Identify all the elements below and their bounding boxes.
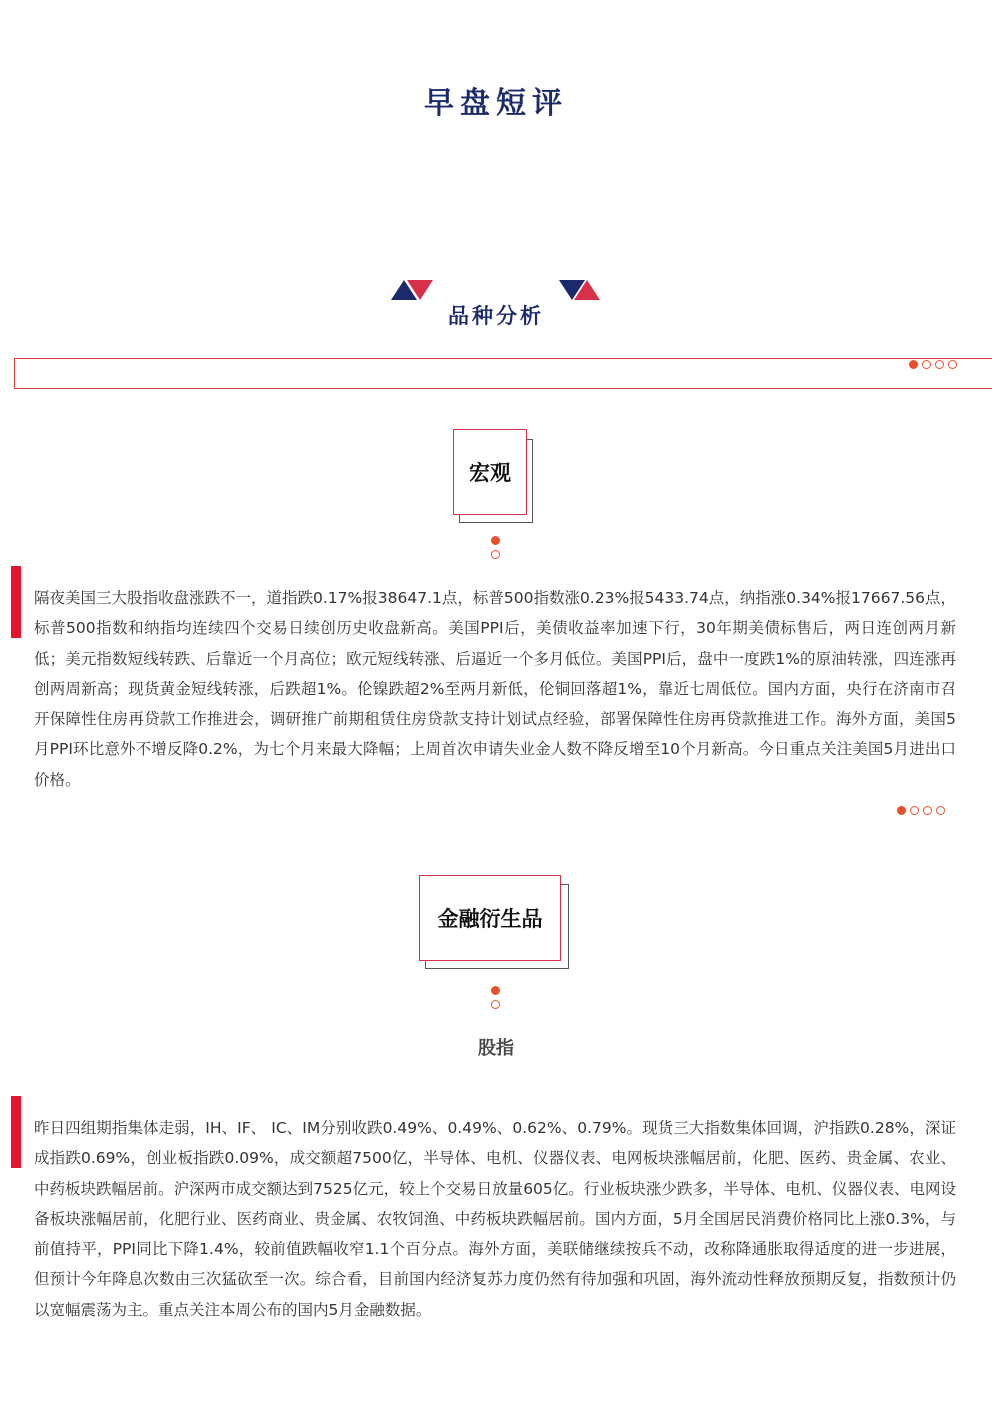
derivatives-heading: 金融衍生品 (419, 875, 561, 961)
macro-heading: 宏观 (453, 429, 527, 515)
macro-paragraph: 隔夜美国三大股指收盘涨跌不一，道指跌0.17%报38647.1点，标普500指数涨0.23%报5433.74点，纳指涨0.34%报17667.56点，标普500指数和纳指均连续四个交易日续创历史收盘新高。美国PPI后，美债收益率加速下行，30年期美债标售后，两日连创两月新低；美元指数短线转跌、后靠近一个月高位；欧元短线转涨、后逼近一个多月低位。美国PPI后，盘中一度跌1%的原油转涨，四连涨再创两周新高；现货黄金短线转涨，后跌超1%。伦镍跌超2%至两月新低，伦铜回落超1%，靠近七周低位。国内方面，央行在济南市召开保障性住房再贷款工作推进会，调研推广前期租赁住房贷款支持计划试点经验，部署保障性住房再贷款推进工作。海外方面，美国5月PPI环比意外不增反降0.2%，为七个月来最大降幅；上周首次申请失业金人数不降反增至10个月新高。今日重点关注美国5月进出口价格。 (34, 589, 956, 789)
banner-divider-bar (14, 358, 992, 389)
section-banner-title: 品种分析 (448, 304, 544, 328)
stock-index-side-mark (11, 1096, 21, 1168)
stock-index-paragraph: 昨日四组期指集体走弱，IH、IF、 IC、IM分别收跌0.49%、0.49%、0.62%、0.79%。现货三大指数集体回调，沪指跌0.28%，深证成指跌0.69%，创业板指跌0.09%，成交额超7500亿，半导体、电机、仪器仪表、电网板块涨幅居前，化肥、医药、贵金属、农业、中药板块跌幅居前。沪深两市成交额达到7525亿元，较上个交易日放量605亿。行业板块涨少跌多，半导体、电机、仪器仪表、电网设备板块涨幅居前，化肥行业、医药商业、贵金属、农牧饲渔、中药板块跌幅居前。国内方面，5月全国居民消费价格同比上涨0.3%，与前值持平，PPI同比下降1.4%，较前值跌幅收窄1.1个百分点。海外方面，美联储继续按兵不动，改称降通胀取得适度的进一步进展，但预计今年降息次数由三次猛砍至一次。综合看，目前国内经济复苏力度仍然有待加强和巩固，海外流动性释放预期反复，指数预计仍以宽幅震荡为主。重点关注本周公布的国内5月金融数据。 (34, 1119, 956, 1319)
page-title: 早盘短评 (424, 86, 568, 121)
macro-side-mark (11, 566, 21, 638)
stock-index-subheading: 股指 (478, 1038, 514, 1059)
